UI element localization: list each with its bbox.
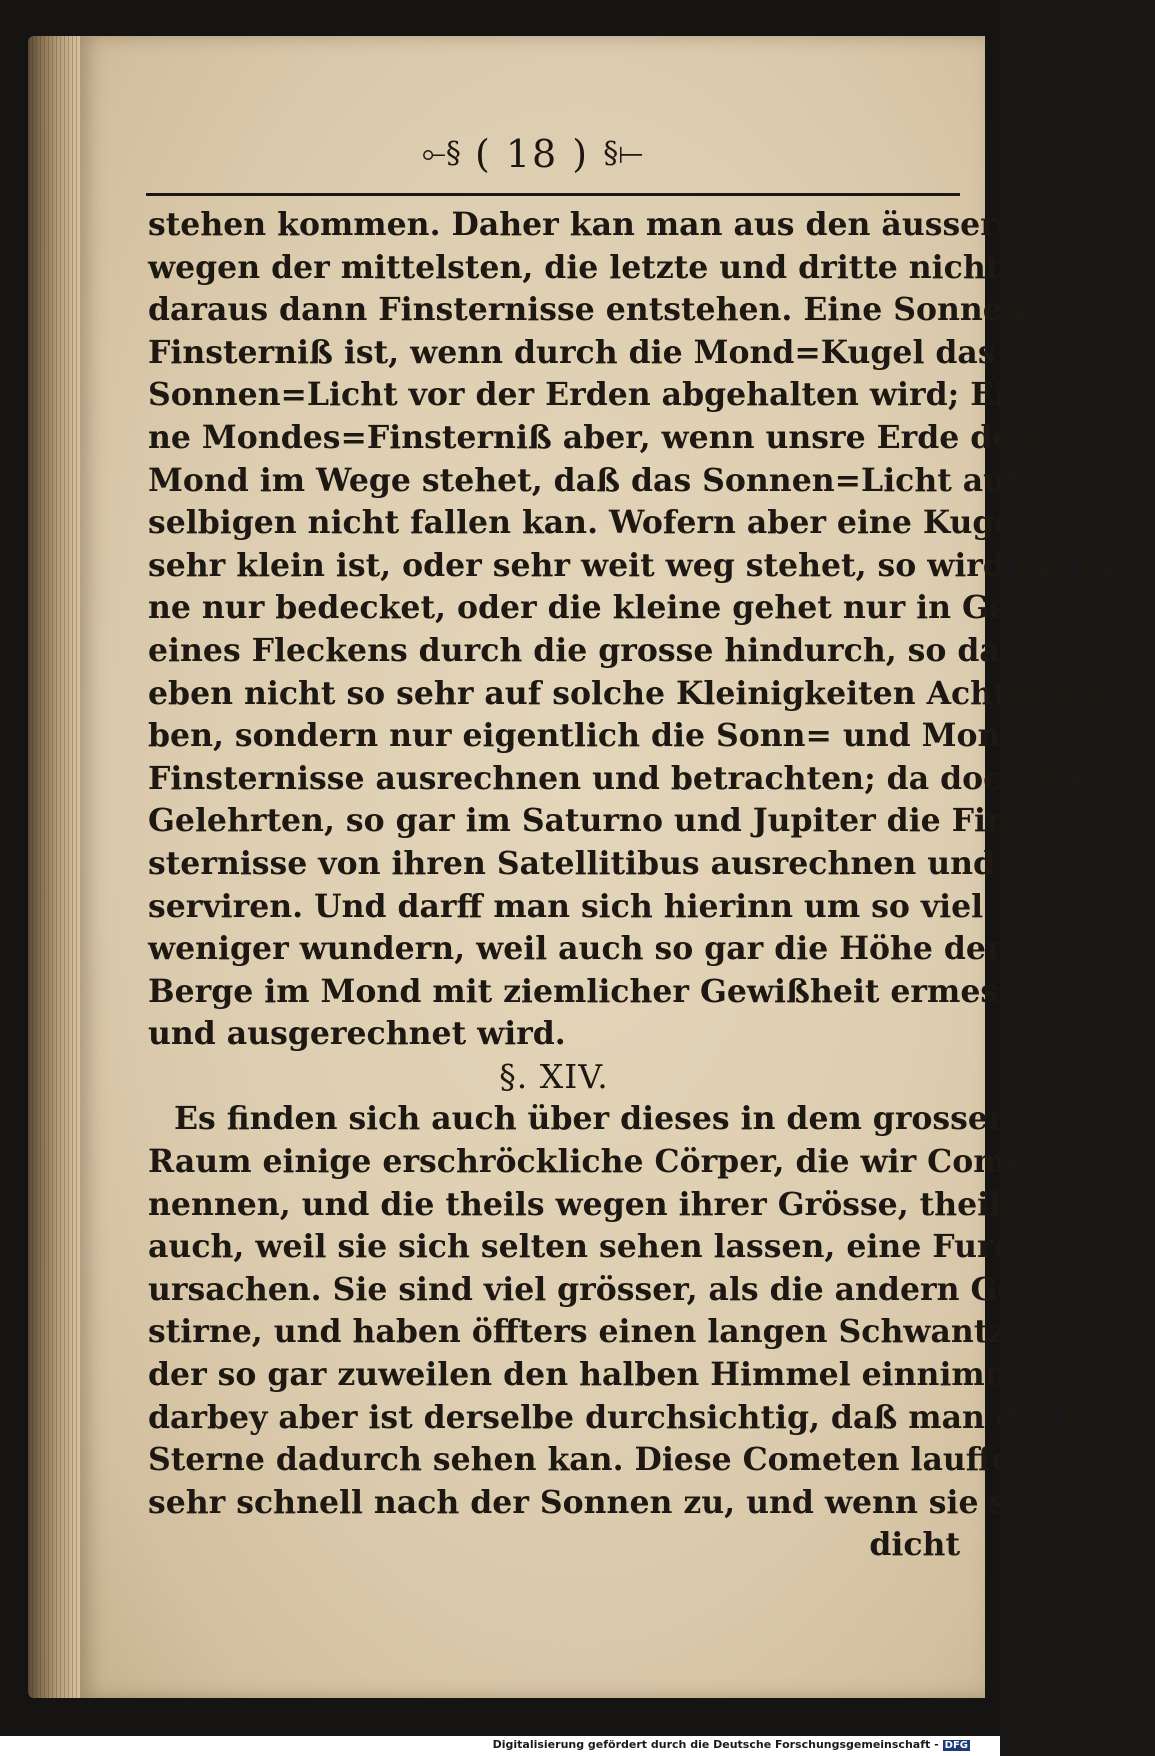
text-line: selbigen nicht fallen kan. Wofern aber eine Kugel	[148, 504, 1027, 542]
text-line: serviren. Und darff man sich hierinn um so viel	[148, 887, 984, 925]
text-line: ne Mondes=Finsterniß aber, wenn unsre Erde dem	[148, 418, 1046, 456]
text-line: ursachen. Sie sind viel grösser, als die andern Ge=	[148, 1270, 1044, 1308]
page-number: ( 18 )	[474, 132, 590, 176]
header-rule	[146, 193, 960, 196]
text-line: eines Fleckens durch die grosse hindurch, so daß wir	[148, 631, 1091, 669]
text-line: Berge im Mond mit ziemlicher Gewißheit ermessen	[148, 972, 1059, 1010]
book-page	[80, 36, 1155, 1698]
credit-text: Digitalisierung gefördert durch die Deutsche Forschungsgemeinschaft -	[492, 1738, 939, 1751]
dfg-logo: DFG	[944, 1740, 968, 1751]
text-line: Mond im Wege stehet, daß das Sonnen=Licht auf	[148, 461, 1020, 499]
book-page-edges	[28, 36, 84, 1698]
text-line: sehr klein ist, oder sehr weit weg stehet, so wird die ei=	[148, 546, 1140, 584]
text-line: stirne, und haben öffters einen langen Schwantz,	[148, 1313, 1018, 1351]
text-line: und ausgerechnet wird.	[148, 1015, 566, 1053]
catchword: dicht	[869, 1526, 960, 1564]
text-line: auch, weil sie sich selten sehen lassen, eine Furcht ver=	[148, 1228, 1143, 1266]
text-line: sternisse von ihren Satellitibus ausrechnen und ob-	[148, 844, 1063, 882]
text-line: Finsternisse ausrechnen und betrachten; da doch die	[148, 759, 1091, 797]
text-line: ben, sondern nur eigentlich die Sonn= und Mond=	[148, 717, 1049, 755]
text-line: Sterne dadurch sehen kan. Diese Cometen lauffen	[148, 1441, 1035, 1479]
text-line: Sonnen=Licht vor der Erden abgehalten wird; Ei=	[148, 376, 1033, 414]
text-line: stehen kommen. Daher kan man aus den äussersten,	[148, 206, 1084, 243]
text-line: nennen, und die theils wegen ihrer Grösse, theils	[148, 1185, 1019, 1223]
text-line: Raum einige erschröckliche Cörper, die wir Cometen	[148, 1143, 1085, 1181]
text-line: Gelehrten, so gar im Saturno und Jupiter die Fin=	[148, 802, 1036, 840]
text-line: darbey aber ist derselbe durchsichtig, daß man die Fix=	[148, 1398, 1141, 1436]
header-ornament-right: §⟝	[603, 136, 644, 171]
header-ornament-left: ⟜§	[421, 136, 461, 171]
body-text	[148, 204, 1155, 1567]
page-header	[80, 132, 985, 176]
text-line: Finsterniß ist, wenn durch die Mond=Kugel das	[148, 333, 996, 371]
text-line: weniger wundern, weil auch so gar die Höhe der	[148, 930, 1003, 968]
text-line: wegen der mittelsten, die letzte und dritte nicht sehen,	[148, 248, 1126, 286]
text-line: Es finden sich auch über dieses in dem grossen Welt=	[174, 1100, 1128, 1138]
text-line: der so gar zuweilen den halben Himmel einnimmt,	[148, 1356, 1044, 1394]
text-line: daraus dann Finsternisse entstehen. Eine Sonnen=	[148, 291, 1053, 329]
text-line: ne nur bedecket, oder die kleine gehet nur in Gestalt	[148, 589, 1089, 627]
section-heading: §. XIV.	[499, 1056, 609, 1096]
text-line: sehr schnell nach der Sonnen zu, und wenn sie sich	[148, 1483, 1062, 1521]
text-line: eben nicht so sehr auf solche Kleinigkeiten Achtung ge=	[148, 674, 1155, 712]
digitization-credit	[493, 1738, 970, 1751]
